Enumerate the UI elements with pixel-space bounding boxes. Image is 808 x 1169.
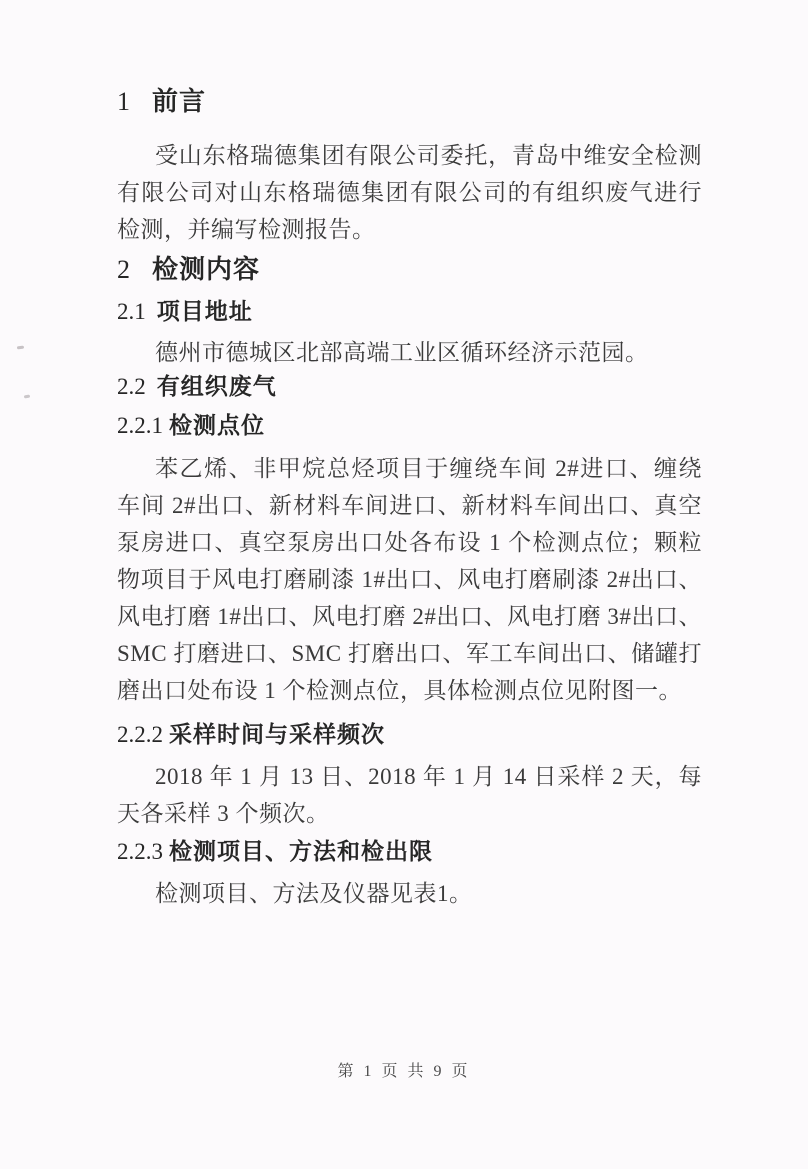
section-heading-test-content <box>117 254 702 285</box>
section-heading-test-points <box>117 411 702 440</box>
paragraph-sampling-time: 2018 年 1 月 13 日、2018 年 1 月 14 日采样 2 天，每天各采样 3 个频次。 <box>117 764 702 826</box>
scan-speck <box>24 395 30 399</box>
section-heading-sampling-time <box>117 720 702 749</box>
section-heading-organized-exhaust <box>117 372 702 401</box>
paragraph-preface: 受山东格瑞德集团有限公司委托，青岛中维安全检测有限公司对山东格瑞德集团有限公司的有组织废气进行检测，并编写检测报告。 <box>117 143 702 242</box>
section-title: 检测项目、方法和检出限 <box>169 838 433 864</box>
section-heading-test-methods <box>117 837 702 866</box>
scan-speck <box>17 346 24 350</box>
section-title: 检测点位 <box>169 412 265 438</box>
paragraph-project-address: 德州市德城区北部高端工业区循环经济示范园。 <box>155 340 649 365</box>
section-number: 1 <box>117 87 130 116</box>
section-title: 检测内容 <box>152 254 261 284</box>
section-number: 2 <box>117 255 130 284</box>
section-title: 有组织废气 <box>156 373 277 399</box>
section-number: 2.2.2 <box>117 722 163 747</box>
section-title: 前言 <box>152 86 207 116</box>
section-number: 2.1 <box>117 299 146 324</box>
section-number: 2.2.1 <box>117 413 163 438</box>
section-heading-preface <box>117 86 702 117</box>
section-number: 2.2.3 <box>117 839 163 864</box>
section-number: 2.2 <box>117 374 146 399</box>
paragraph-test-methods: 检测项目、方法及仪器见表1。 <box>155 881 473 906</box>
document-content <box>117 86 702 912</box>
section-title: 采样时间与采样频次 <box>169 721 385 747</box>
section-title: 项目地址 <box>156 298 253 324</box>
paragraph-test-points: 苯乙烯、非甲烷总烃项目于缠绕车间 2#进口、缠绕车间 2#出口、新材料车间进口、新材料车间出口、真空泵房进口、真空泵房出口处各布设 1 个检测点位；颗粒物项目于风电打磨刷漆 1#出口、风电打磨刷漆 2#出口、风电打磨 1#出口、风电打磨 2#出口、风电打磨 3#出口、SMC 打磨进口、SMC 打磨出口、军工车间出口、储罐打磨出口处布设 1 个检测点位，具体检测点位见附图一。 <box>117 456 702 703</box>
section-heading-project-address <box>117 297 702 326</box>
page-number-footer: 第 1 页 共 9 页 <box>337 1063 471 1080</box>
